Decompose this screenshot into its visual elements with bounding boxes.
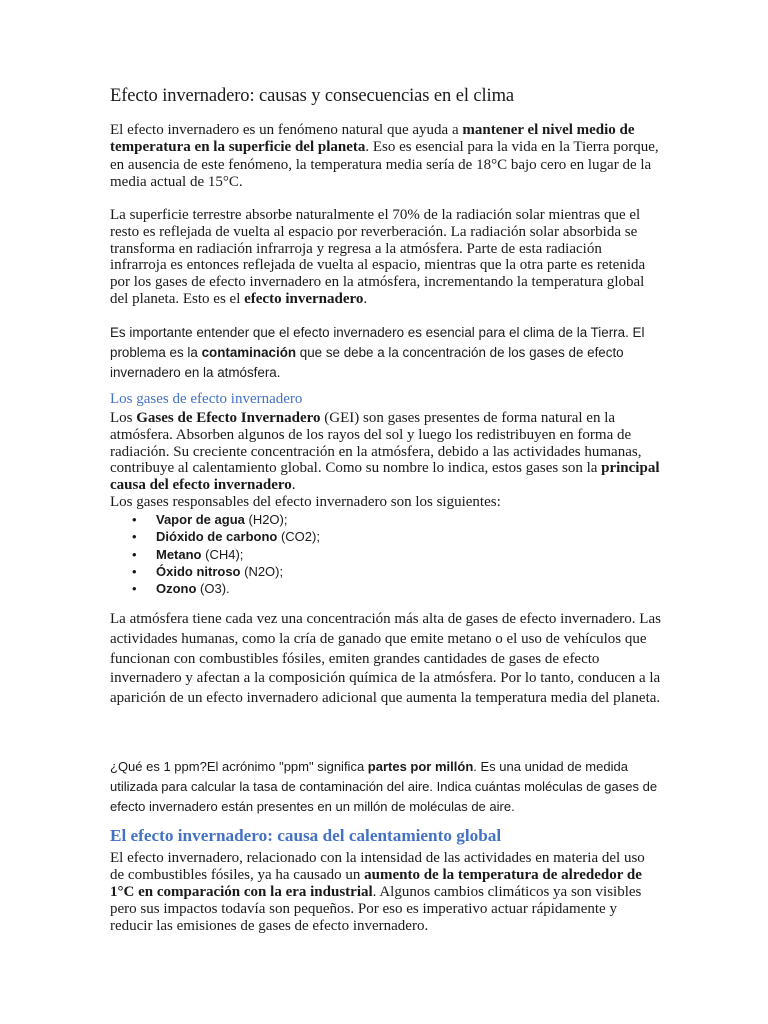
gas-formula: (O3). xyxy=(196,581,230,597)
paragraph-human-activity: La atmósfera tiene cada vez una concentración más alta de gases de efecto invernadero. Las actividades humanas, como la cría de ganado que emite metano o el uso de vehículos que funcionan con combustibles fósiles, emiten grandes cantidades de gases de efecto invernadero y afectan a la composición química de la atmósfera. Por lo tanto, conducen a la aparición de un efecto invernadero adicional que aumenta la temperatura media del planeta. xyxy=(110,611,661,707)
text-run: . xyxy=(291,477,296,494)
text-run: . xyxy=(363,290,368,307)
list-item xyxy=(132,546,320,563)
bold-run: Gases de Efecto Invernadero xyxy=(136,410,321,426)
paragraph-gases-intro: Los gases responsables del efecto invernadero son los siguientes: xyxy=(110,494,501,510)
bullet-icon: • xyxy=(132,529,137,545)
gas-name: Ozono xyxy=(156,581,197,597)
paragraph-global-warming xyxy=(110,850,662,935)
gas-name: Óxido nitroso xyxy=(156,563,241,579)
bullet-icon: • xyxy=(132,546,137,562)
paragraph-gei xyxy=(110,410,662,494)
gas-formula: (CH4); xyxy=(201,546,244,562)
text-run: La superficie terrestre absorbe naturalmente el 70% de la radiación solar mientras que el resto es reflejada de vuelta al espacio por reverberación. La radiación solar absorbida se transforma en radiación infrarroja y regresa a la atmósfera. Parte de esta radiación infrarroja es entonces reflejada de vuelta al espacio, mientras que la otra parte es retenida por los gases de efecto invernadero en la atmósfera, incrementando la temperatura global del planeta. Esto es el xyxy=(110,207,646,307)
paragraph-radiation xyxy=(110,207,662,308)
paragraph-intro xyxy=(110,122,662,191)
bold-run: mantener el nivel medio de temperatura en la superficie del planeta xyxy=(110,122,635,156)
gas-name: Metano xyxy=(156,546,202,562)
gas-formula: (H2O); xyxy=(244,512,288,527)
bold-run: efecto invernadero xyxy=(244,290,364,307)
bold-run: aumento de la temperatura de alrededor de 1°C en comparación con la era industrial xyxy=(110,867,642,900)
text-run: . Algunos cambios climáticos ya son visibles pero sus impactos todavía son pequeños. Por eso es imperativo actuar rápidamente y reducir las emisiones de gases de efecto invernadero. xyxy=(110,884,642,934)
list-item xyxy=(132,528,320,545)
bullet-icon: • xyxy=(132,563,137,579)
bold-run: principal causa del efecto invernadero xyxy=(110,460,660,494)
bold-run: partes por millón xyxy=(367,759,474,774)
gas-name: Vapor de agua xyxy=(156,512,245,527)
text-run: El efecto invernadero es un fenómeno natural que ayuda a xyxy=(110,122,463,138)
text-run: Los xyxy=(110,410,137,426)
text-run: ¿Qué es 1 ppm?El acrónimo "ppm" significa xyxy=(110,759,368,774)
text-run: (GEI) son gases presentes de forma natural en la atmósfera. Absorben algunos de los rayos del sol y luego los redistribuyen en forma de radiación. Su creciente concentración en la atmósfera, debido a las actividades humanas, contribuye al calentamiento global. Como su nombre lo indica, estos gases son la xyxy=(110,410,642,477)
section-heading-gases: Los gases de efecto invernadero xyxy=(110,391,303,407)
list-item xyxy=(132,580,320,597)
text-run: que se debe a la concentración de los gases de efecto invernadero en la atmósfera. xyxy=(110,345,624,380)
section-heading-global-warming: El efecto invernadero: causa del calentamiento global xyxy=(110,826,502,845)
gas-formula: (N2O); xyxy=(240,563,284,579)
text-run: . Es una unidad de medida utilizada para calcular la tasa de contaminación del aire. Indica cuántas moléculas de gases de efecto invernadero están presentes en un millón de moléculas de aire. xyxy=(110,759,658,814)
paragraph-ppm xyxy=(110,757,662,817)
text-run: Es importante entender que el efecto invernadero es esencial para el clima de la Tierra. El problema es la xyxy=(110,325,645,360)
document-title: Efecto invernadero: causas y consecuencias en el clima xyxy=(110,86,514,106)
text-run: . Eso es esencial para la vida en la Tierra porque, en ausencia de este fenómeno, la temperatura media sería de 18°C bajo cero en lugar de la media actual de 15°C. xyxy=(110,139,659,190)
text-run: El efecto invernadero, relacionado con la intensidad de las actividades en materia del uso de combustibles fósiles, ya ha causado un xyxy=(110,850,645,883)
bullet-icon: • xyxy=(132,581,137,597)
gas-name: Dióxido de carbono xyxy=(156,529,278,545)
bold-run: contaminación xyxy=(201,345,297,360)
list-item xyxy=(132,563,320,580)
bullet-icon: • xyxy=(132,512,137,527)
gas-formula: (CO2); xyxy=(277,529,320,545)
list-item xyxy=(132,511,320,528)
gases-list xyxy=(132,511,320,597)
paragraph-pollution xyxy=(110,323,662,383)
